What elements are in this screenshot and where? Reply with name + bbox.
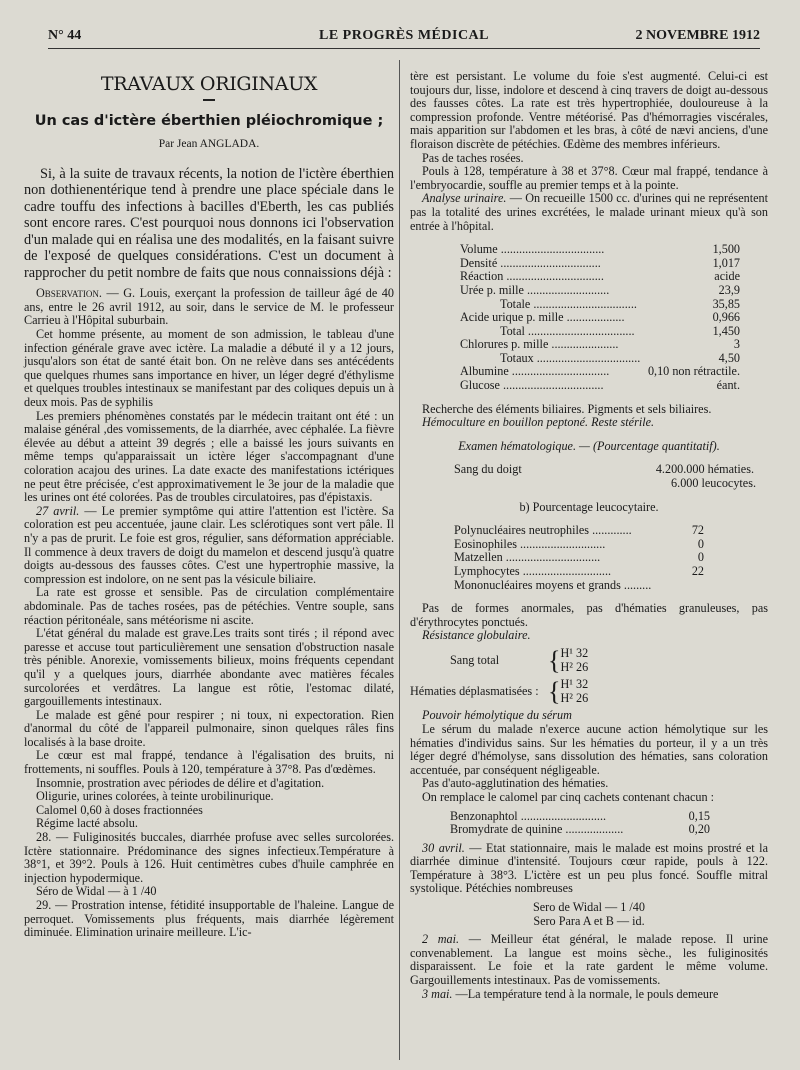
table-row [460, 352, 740, 366]
row-label: Totaux .................................. [500, 351, 641, 365]
row-label: Albumine ................................ [460, 365, 610, 379]
row-label: Matzellen ............................... [454, 551, 601, 565]
table-row [454, 524, 704, 538]
urine-table [460, 243, 740, 393]
article-title: Un cas d'ictère éberthien pléiochromique ; [34, 112, 384, 129]
row-label: Réaction ................................ [460, 270, 604, 284]
table-row [460, 325, 740, 339]
title-dash [203, 99, 215, 101]
paragraph-text: — Meilleur état général, le malade repose. Il urine convenablement. La langue est moins sèche., les fuliginosités disparaissent. Le foie et la rate gardent le même volume. Gargouillements intestinaux. Pas de vomissements. [410, 932, 769, 988]
section-title: TRAVAUX ORIGINAUX [100, 73, 318, 95]
table-row [460, 338, 740, 352]
calomel-line: On remplace le calomel par cinq cachets contenant chacun : [422, 789, 715, 804]
urine-analysis [410, 192, 768, 233]
table-row [460, 257, 740, 271]
row-value: 0 [697, 550, 704, 565]
byline: Par Jean ANGLADA. [158, 138, 260, 151]
sang-total-block: Sang total { H¹ 32 H² 26 [450, 645, 589, 675]
blood-label: Sang du doigt [454, 462, 522, 477]
row-label: Lymphocytes ............................. [454, 565, 612, 578]
table-row [454, 551, 704, 565]
paragraph: L'état général du malade est grave.Les traits sont tirés ; il répond avec paresse et accuse tout particulièrement une sensation d'obstruction nasale très pénible. Anorexie, vomissements bilieux, moins fréquents cependant qu'il y a quelques jours, diarrhée abondante avec matières fécales surcolorées et verdâtres. La langue est rôtie, l'estomac dilaté, gargouillements intestinaux. [24, 626, 394, 709]
paragraph: Le malade est gêné pour respirer ; ni toux, ni expectoration. Rien d'anormal du côté de l'appareil pulmonaire, sinon quelques râles fins localisés à la base droite. [24, 707, 394, 749]
table-row [460, 379, 740, 393]
row-label: Volume .................................. [460, 243, 605, 257]
row-value: 1,017 [712, 255, 740, 270]
issue-date: 2 NOVEMBRE 1912 [635, 28, 760, 43]
leuco-title: b) Pourcentage leucocytaire. [519, 499, 659, 514]
table-row [454, 579, 704, 593]
date-label: 3 mai. [422, 986, 453, 1001]
blood-leuco-row [410, 477, 768, 491]
paragraph-text: —La température tend à la normale, le pouls demeure [452, 986, 719, 1001]
paragraph-text: — Le premier symptôme qui attire l'attention est l'ictère. Sa coloration est peu accentuée, jaune clair. Les sclérotiques sont vert pâle. Il n'y a pas de prurit. Le foie est gros, régulier, sans déformation appréciable. Il commence à deux travers de doigt du mamelon et descend jusqu'à quatre doigts au-dessous des fausses côtes. C'est une hypertrophie massive, la compression est indolore, on ne sent pas la vésicule biliaire. [24, 503, 394, 586]
paragraph: Pouls à 128, température à 38 et 37°8. Cœur mal frappé, tendance à l'embryocardie, souffle au premier temps et à la pointe. [410, 164, 768, 192]
paragraph: Oligurie, urines colorées, à teinte urobilinurique. [36, 789, 274, 804]
row-value: 0,15 [688, 808, 710, 823]
table-row [450, 810, 710, 824]
row-label: Benzonaphtol ............................ [450, 809, 607, 823]
paragraph: Cet homme présente, au moment de son admission, le tableau d'une infection générale grave avec ictère. La maladie a débuté il y a 12 jours, jusqu'alors son état de santé était bon. On ne relève dans ses antécédents que quelques rhumes sans importance en hiver, un léger degré d'éthylisme et quelques troubles intestinaux se manifestant par des coliques depuis un à deux mois. Pas de syphilis [24, 327, 394, 410]
row-label: Urée p. mille ........................... [460, 283, 610, 297]
intro-paragraph: Si, à la suite de travaux récents, la notion de l'ictère éberthien non dothienentérique tend à prendre une place spéciale dans le cadre touffu des infections à bacilles d'Eberth, les cas publiés sont encore rares. C'est pourquoi nous donnons ici l'observation d'un malade qui en réalisa une des modalités, en la faisant suivre de l'exposé de quelques considérations. C'est un document à rapprocher du petit nombre de faits que nous connaissions déjà : [24, 165, 394, 281]
paragraph-27-avril [24, 505, 394, 587]
table-row [450, 823, 710, 837]
blood-leucocytes: 6.000 leucocytes. [671, 476, 756, 491]
paragraph: 29. — Prostration intense, fétidité insupportable de l'haleine. Langue de perroquet. Vomissements plus fréquents, mais diarrhée légèrement diminuée. Elimination urinaire meilleure. L'ic- [24, 898, 394, 940]
paragraph: Les premiers phénomènes constatés par le médecin traitant ont été : un malaise général ,des vomissements, de la diarrhée, avec céphalée. La fièvre élevée au début a atteint 39 degrés ; elle a baissé les jours suivants en même temps qu'apparaissait un ictère léger s'accompagnant d'une coloration acajou des urines. La date exacte des manifestations ictériques ne peut être précisée, c'est approximativement le 3e jour de la maladie que les urines ont été colorées. Pas de troubles circulatoires, pas d'épistaxis. [24, 408, 394, 505]
running-header [48, 26, 760, 49]
row-value: 1,450 [712, 323, 740, 338]
paragraph: 28. — Fuliginosités buccales, diarrhée profuse avec selles surcolorées. Ictère stationnaire. Prédominance des signes infectieux.Température à 38°1, et 39°2. Pouls à 126. Huit centimètres cubes d'huile camphrée en injection hypodermique. [24, 830, 394, 885]
left-column [24, 70, 394, 940]
row-label: Chlorures p. mille ...................... [460, 338, 619, 352]
serum-paragraph: Le sérum du malade n'exerce aucune action hémolytique sur les hématies d'individus sains. Sur les hématies du porteur, il y a un très léger degré d'hémolyse, sans dissolution des hématies, sans coloration accentuée, par conséquent négligeable. [410, 721, 768, 777]
row-value: 0 [697, 536, 704, 551]
row-value: éant. [716, 378, 740, 393]
deplas-label: Hématies déplasmatisées : [410, 683, 539, 698]
paragraph: Séro de Widal — à 1 /40 [36, 884, 157, 899]
row-label: Mononucléaires moyens et grands ......... [454, 578, 652, 592]
row-value: 35,85 [712, 296, 740, 311]
sang-total-h1: H¹ 32 [560, 645, 589, 660]
row-value: 22 [691, 564, 704, 578]
row-value: 4,50 [718, 350, 740, 365]
pouvoir-title: Pouvoir hémolytique du sérum [422, 708, 572, 723]
deplas-h1: H¹ 32 [560, 677, 589, 692]
row-value: 1,500 [712, 242, 740, 257]
paragraph: Calomel 0,60 à doses fractionnées [36, 802, 203, 817]
row-value: 0,20 [688, 822, 710, 837]
hemato-title: Examen hématologique. — (Pourcentage quantitatif). [458, 438, 720, 453]
table-row [454, 538, 704, 552]
row-label: Totale .................................. [500, 297, 637, 311]
right-column [410, 70, 768, 1001]
table-row [460, 270, 740, 284]
issue-number: N° 44 [48, 28, 82, 43]
table-row [460, 298, 740, 312]
paragraph-2-mai [410, 933, 768, 987]
row-label: Glucose ................................. [460, 379, 604, 393]
blood-hematies: 4.200.000 hématies. [655, 462, 754, 477]
row-value [692, 579, 704, 593]
row-value: 72 [691, 523, 704, 538]
date-label: 2 mai. [422, 932, 460, 947]
paragraph: Pas de taches rosées. [422, 150, 524, 165]
paragraph: La rate est grosse et sensible. Pas de circulation complémentaire abdominale. Pas de taches rosées, pas de pétéchies. Ventre souple, sans réaction péritonéale, sans météorisme ni ascite. [24, 585, 394, 627]
row-label: Polynucléaires neutrophiles ............. [454, 524, 632, 538]
table-row [460, 243, 740, 257]
observation-paragraph [24, 287, 394, 328]
row-value: 0,966 [712, 310, 740, 325]
leuco-table [454, 524, 704, 592]
row-label: Bromydrate de quinine ................... [450, 823, 624, 837]
row-value: 3 [733, 337, 740, 352]
deplas-block: Hématies déplasmatisées : { H¹ 32 H² 26 [410, 676, 589, 706]
row-label: Densité ................................. [460, 256, 601, 270]
paragraph-text: — Etat stationnaire, mais le malade est moins prostré et la diarrhée diminue d'intensité. Toujours cœur rapide, pouls à 122. Température à 38°3. L'ictère est un peu plus foncé. Souffle mitral systolique. Pétéchies nombreuses [410, 840, 768, 896]
auto-agglutination: Pas d'auto-agglutination des hématies. [422, 776, 609, 791]
sang-total-h2: H² 26 [560, 659, 589, 674]
urine-label: Analyse urinaire. [422, 191, 507, 206]
paragraph: Régime lacté absolu. [36, 816, 138, 831]
widal-line: Sero de Widal — 1 /40 [532, 900, 645, 915]
abnormal-forms: Pas de formes anormales, pas d'hématies granuleuses, pas d'érythrocytes ponctués. [410, 601, 768, 629]
paragraph-3-mai [410, 988, 768, 1002]
observation-text: — G. Louis, exerçant la profession de tailleur âgé de 40 ans, entre le 26 avril 1912, au soir, dans le service de M. le professeur Carrieu à l'Hôpital suburbain. [24, 286, 394, 328]
journal-title: LE PROGRÈS MÉDICAL [318, 28, 490, 43]
table-row [460, 311, 740, 325]
deplas-h2: H² 26 [560, 690, 589, 705]
paragraph: tère est persistant. Le volume du foie s'est augmenté. Celui-ci est toujours dur, lisse, indolore et descend à cinq travers de doigt au-dessous des fausses côtes. La rate est très hypertrophiée, douloureuse à la compression profonde. Ventre météorisé. Pas d'hémorragies viscérales, mais apparition sur l'abdomen et les bras, à côté de nævi anciens, d'une floraison discrète de pétéchies. Œdème des membres inférieurs. [410, 69, 768, 151]
biliary-line: Recherche des éléments biliaires. Pigments et sels biliaires. [422, 401, 712, 416]
row-value: acide [714, 269, 740, 284]
row-label: Total ................................... [500, 324, 635, 338]
table-row [460, 284, 740, 298]
resistance-title: Résistance globulaire. [422, 628, 531, 643]
paragraph: Insomnie, prostration avec périodes de délire et d'agitation. [36, 775, 325, 790]
observation-label: Observation. [36, 286, 102, 301]
widal-para-line: Sero Para A et B — id. [533, 913, 645, 928]
row-label: Acide urique p. mille ................... [460, 311, 625, 325]
date-label: 27 avril. [36, 503, 80, 518]
sang-total-label: Sang total [450, 652, 500, 667]
prescription-table [450, 810, 710, 837]
row-value: 0,10 non rétractile. [647, 364, 740, 379]
table-row [460, 365, 740, 379]
column-rule [399, 60, 400, 1060]
paragraph: Le cœur est mal frappé, tendance à l'égalisation des bruits, ni frottements, ni souffles. Pouls à 120, température à 37°8. Pas d'œdèmes. [24, 748, 394, 777]
row-value: 23,9 [718, 282, 740, 297]
date-label: 30 avril. [422, 840, 465, 855]
hemoculture-line: Hémoculture en bouillon peptoné. Reste stérile. [422, 415, 655, 430]
row-label: Eosinophiles ............................ [454, 537, 606, 551]
table-row [454, 565, 704, 579]
paragraph-30-avril [410, 842, 768, 896]
urine-text: — On recueille 1500 cc. d'urines qui ne représentent pas la totalité des urines excrétées, le malade urinant mieux qu'à son entrée à l'hôpital. [410, 191, 769, 233]
blood-row [454, 463, 754, 477]
